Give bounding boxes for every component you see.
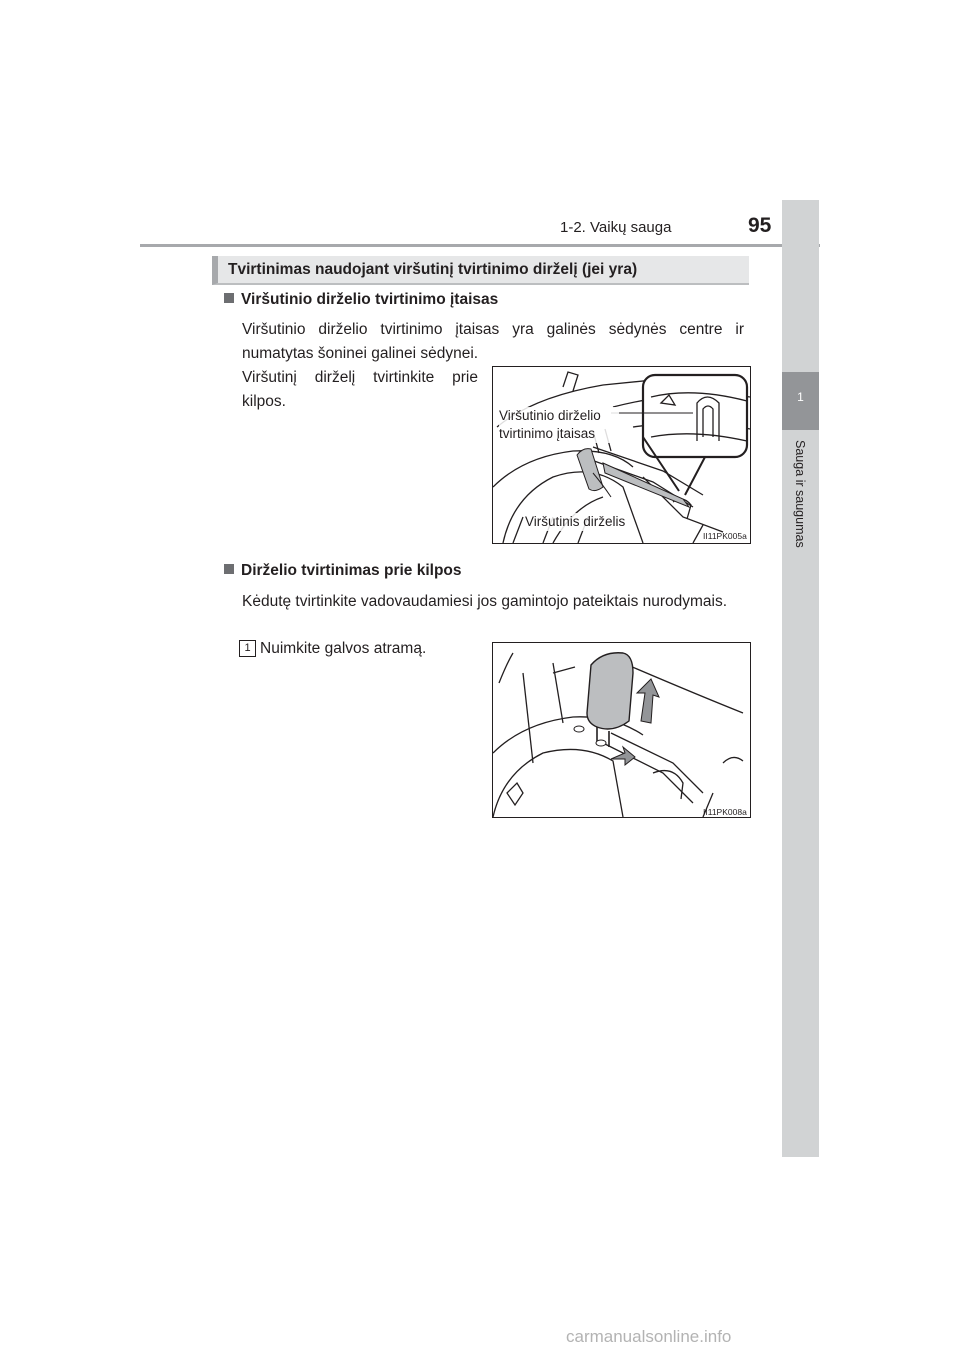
section-reference: 1-2. Vaikų sauga [560, 219, 672, 236]
figure-remove-headrest [492, 642, 751, 818]
chapter-side-tab [782, 200, 819, 1157]
seat-illustration-2 [493, 643, 750, 817]
step-text: Nuimkite galvos atramą. [260, 640, 427, 657]
figure-top-tether-anchor [492, 366, 751, 544]
paragraph-anchor-location: Viršutinio dirželio tvirtinimo įtaisas yra galinės sėdynės centre ir numatytas šoninei galinei sėdynei. [242, 321, 744, 362]
section-title-bar [212, 256, 749, 285]
bullet-square-icon [224, 564, 234, 574]
watermark: carmanualsonline.info [566, 1327, 732, 1346]
chapter-title: Sauga ir saugumas [793, 440, 807, 548]
figure-code: II11PK008a [703, 807, 747, 817]
subheading-anchor: Viršutinio dirželio tvirtinimo įtaisas [224, 291, 498, 309]
label-tether-anchor: Viršutinio dirželio tvirtinimo įtaisas [499, 407, 619, 443]
figure-code: II11PK005a [703, 531, 747, 541]
paragraph-manufacturer-instructions: Kėdutę tvirtinkite vadovaudamiesi jos gamintojo pateiktais nurodymais. [242, 593, 728, 610]
page-number: 95 [748, 214, 772, 237]
subheading-strap-to-loop: Dirželio tvirtinimas prie kilpos [224, 562, 462, 580]
instruction-attach-strap: Viršutinį dirželį tvirtinkite prie kilpos. [242, 369, 478, 410]
label-top-strap: Viršutinis dirželis [525, 514, 626, 529]
header-rule [140, 244, 820, 247]
step-number-box: 1 [239, 640, 256, 657]
bullet-square-icon [224, 293, 234, 303]
section-title: Tvirtinimas naudojant viršutinį tvirtinimo dirželį (jei yra) [228, 261, 638, 278]
chapter-number: 1 [797, 390, 804, 404]
